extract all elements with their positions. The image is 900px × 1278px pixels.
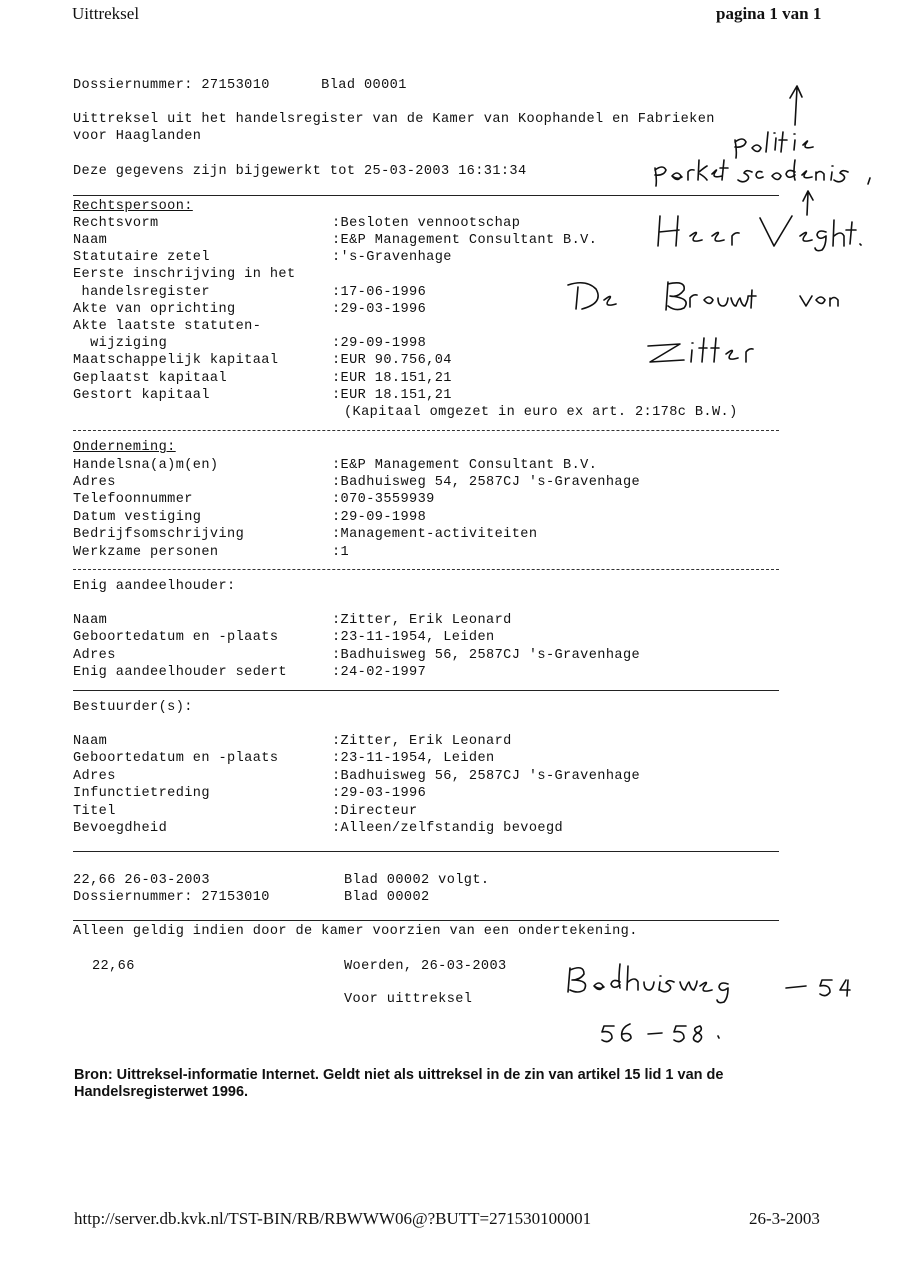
source-note: Bron: Uittreksel-informatie Internet. Geldt niet als uittreksel in de zin van artikel 15 lid 1 van de Handelsregisterwet 1996. xyxy=(74,1067,724,1100)
dossier-number-footer: Dossiernummer: 27153010 xyxy=(73,890,270,905)
intro-line-2: voor Haaglanden xyxy=(73,129,202,144)
field-value: :17-06-1996 xyxy=(332,285,427,300)
field-label: Naam xyxy=(73,233,108,248)
dossier-line: Dossiernummer: 27153010 Blad 00001 xyxy=(73,78,407,93)
field-label: Maatschappelijk kapitaal xyxy=(73,353,279,368)
field-label: Akte van oprichting xyxy=(73,302,236,317)
handwritten-note-heer xyxy=(658,216,861,251)
field-value: :23-11-1954, Leiden xyxy=(332,630,495,645)
field-label: Naam xyxy=(73,734,108,749)
field-label: Werkzame personen xyxy=(73,545,219,560)
field-label: Geboortedatum en -plaats xyxy=(73,751,279,766)
validity-note: Alleen geldig indien door de kamer voorzien van een ondertekening. xyxy=(73,924,638,939)
field-label: handelsregister xyxy=(73,285,210,300)
extract-label: Voor uittreksel xyxy=(344,992,473,1007)
field-value: :29-03-1996 xyxy=(332,786,427,801)
capital-note: (Kapitaal omgezet in euro ex art. 2:178c B.W.) xyxy=(344,405,738,420)
field-value: :Besloten vennootschap xyxy=(332,216,521,231)
field-label: wijziging xyxy=(73,336,168,351)
field-value: :Alleen/zelfstandig bevoegd xyxy=(332,821,564,836)
field-label: Adres xyxy=(73,769,116,784)
handwritten-note-politie xyxy=(735,132,813,158)
updated-line: Deze gegevens zijn bijgewerkt tot 25-03-2003 16:31:34 xyxy=(73,164,527,179)
section-heading-bestuurder: Bestuurder(s): xyxy=(73,700,193,715)
field-label: Naam xyxy=(73,613,108,628)
page-header-title: Uittreksel xyxy=(72,4,140,23)
field-value: :E&P Management Consultant B.V. xyxy=(332,458,598,473)
fee-date-line: 22,66 26-03-2003 xyxy=(73,873,210,888)
field-value: :Badhuisweg 54, 2587CJ 's-Gravenhage xyxy=(332,475,641,490)
field-label: Gestort kapitaal xyxy=(73,388,210,403)
field-value: :Zitter, Erik Leonard xyxy=(332,613,512,628)
page-footer-url[interactable]: http://server.db.kvk.nl/TST-BIN/RB/RBWWW06@?BUTT=271530100001 xyxy=(74,1209,592,1228)
field-value: :29-03-1996 xyxy=(332,302,427,317)
field-label: Eerste inschrijving in het xyxy=(73,267,296,282)
section-heading-rechtspersoon: Rechtspersoon: xyxy=(73,199,193,214)
field-value: :Badhuisweg 56, 2587CJ 's-Gravenhage xyxy=(332,769,641,784)
field-value: :'s-Gravenhage xyxy=(332,250,452,265)
field-label: Handelsna(a)m(en) xyxy=(73,458,219,473)
handwritten-note-parket xyxy=(655,160,870,186)
field-label: Infunctietreding xyxy=(73,786,210,801)
field-label: Akte laatste statuten- xyxy=(73,319,262,334)
field-value: :EUR 90.756,04 xyxy=(332,353,452,368)
field-value: :1 xyxy=(332,545,350,560)
section-heading-onderneming: Onderneming: xyxy=(73,440,176,455)
handwritten-arrow-up xyxy=(790,86,802,125)
field-label: Geboortedatum en -plaats xyxy=(73,630,279,645)
handwritten-arrow-up xyxy=(803,191,813,215)
field-value: :Management-activiteiten xyxy=(332,527,538,542)
field-label: Statutaire zetel xyxy=(73,250,210,265)
field-value: :EUR 18.151,21 xyxy=(332,371,452,386)
field-value: :070-3559939 xyxy=(332,492,435,507)
handwritten-note-56-58 xyxy=(602,1024,719,1042)
field-value: :29-09-1998 xyxy=(332,336,427,351)
fee-amount: 22,66 xyxy=(92,959,135,974)
field-label: Adres xyxy=(73,475,116,490)
field-value: :E&P Management Consultant B.V. xyxy=(332,233,598,248)
page-sheet-number: Blad 00002 xyxy=(344,890,430,905)
field-value: :Directeur xyxy=(332,804,418,819)
next-page-note: Blad 00002 volgt. xyxy=(344,873,490,888)
field-label: Adres xyxy=(73,648,116,663)
intro-line-1: Uittreksel uit het handelsregister van de Kamer van Koophandel en Fabrieken xyxy=(73,112,715,127)
place-date: Woerden, 26-03-2003 xyxy=(344,959,507,974)
field-label: Geplaatst kapitaal xyxy=(73,371,228,386)
field-value: :29-09-1998 xyxy=(332,510,427,525)
field-value: :EUR 18.151,21 xyxy=(332,388,452,403)
field-value: :24-02-1997 xyxy=(332,665,427,680)
field-label: Telefoonnummer xyxy=(73,492,193,507)
field-value: :Zitter, Erik Leonard xyxy=(332,734,512,749)
section-heading-aandeelhouder: Enig aandeelhouder: xyxy=(73,579,236,594)
field-value: :Badhuisweg 56, 2587CJ 's-Gravenhage xyxy=(332,648,641,663)
field-label: Enig aandeelhouder sedert xyxy=(73,665,287,680)
field-label: Rechtsvorm xyxy=(73,216,159,231)
field-label: Titel xyxy=(73,804,116,819)
field-value: :23-11-1954, Leiden xyxy=(332,751,495,766)
page-footer-date: 26-3-2003 xyxy=(749,1209,820,1228)
field-label: Bedrijfsomschrijving xyxy=(73,527,245,542)
field-label: Datum vestiging xyxy=(73,510,202,525)
page-number: pagina 1 van 1 xyxy=(716,4,822,23)
handwritten-note-de-brouwt xyxy=(568,282,838,310)
handwritten-note-badhuisweg xyxy=(568,964,850,1003)
handwritten-note-zitter xyxy=(648,338,753,362)
field-label: Bevoegdheid xyxy=(73,821,168,836)
